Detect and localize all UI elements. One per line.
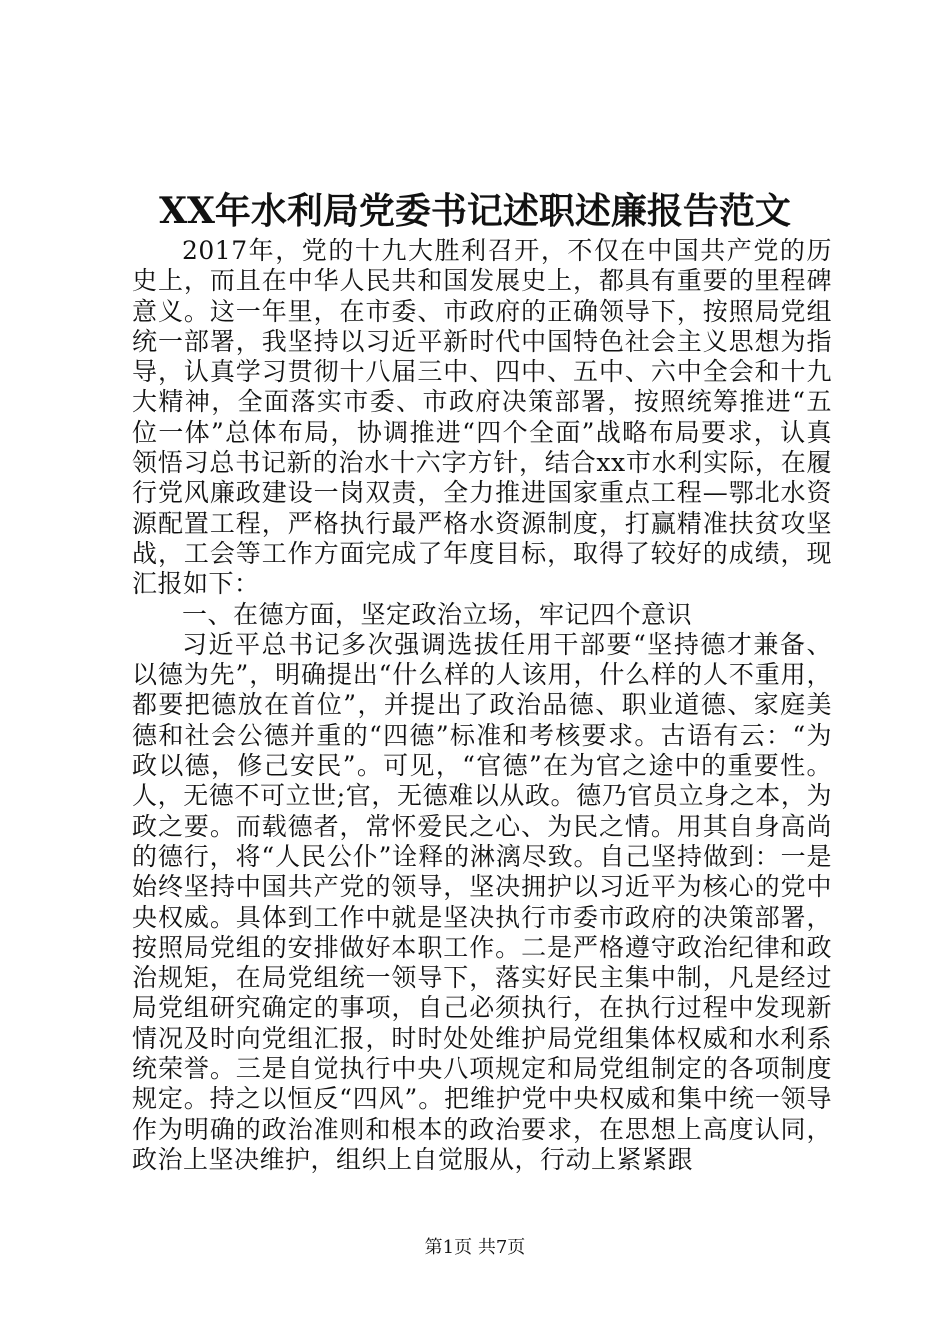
paragraph-intro: 2017年，党的十九大胜利召开，不仅在中国共产党的历史上，而且在中华人民共和国发展史上，都具有重要的里程碑意义。这一年里，在市委、市政府的正确领导下，按照局党组统一部署，我坚持以习近平新时代中国特色社会主义思想为指导，认真学习贯彻十八届三中、四中、五中、六中全会和十九大精神，全面落实市委、市政府决策部署，按照统筹推进“五位一体”总体布局，协调推进“四个全面”战略布局要求，认真领悟习总书记新的治水十六字方针，结合xx市水利实际，在履行党风廉政建设一岗双责，全力推进国家重点工程—鄂北水资源配置工程，严格执行最严格水资源制度，打赢精准扶贫攻坚战，工会等工作方面完成了年度目标，取得了较好的成绩，现汇报如下： (132, 236, 832, 599)
document-body (132, 236, 832, 1175)
paragraph-section-1: 习近平总书记多次强调选拔任用干部要“坚持德才兼备、以德为先”，明确提出“什么样的人该用，什么样的人不重用，都要把德放在首位”，并提出了政治品德、职业道德、家庭美德和社会公德并重的“四德”标准和考核要求。古语有云：“为政以德，修己安民”。可见，“官德”在为官之途中的重要性。人，无德不可立世;官，无德难以从政。德乃官员立身之本，为政之要。而载德者，常怀爱民之心、为民之情。用其自身高尚的德行，将“人民公仆”诠释的淋漓尽致。自己坚持做到：一是始终坚持中国共产党的领导，坚决拥护以习近平为核心的党中央权威。具体到工作中就是坚决执行市委市政府的决策部署，按照局党组的安排做好本职工作。二是严格遵守政治纪律和政治规矩，在局党组统一领导下，落实好民主集中制，凡是经过局党组研究确定的事项，自己必须执行，在执行过程中发现新情况及时向党组汇报，时时处处维护局党组集体权威和水利系统荣誉。三是自觉执行中央八项规定和局党组制定的各项制度规定。持之以恒反“四风”。把维护党中央权威和集中统一领导作为明确的政治准则和根本的政治要求，在思想上高度认同，政治上坚决维护，组织上自觉服从，行动上紧紧跟 (132, 629, 832, 1174)
document-title: XX年水利局党委书记述职述廉报告范文 (159, 190, 791, 232)
section-heading-1: 一、在德方面，坚定政治立场，牢记四个意识 (182, 599, 693, 629)
page-number-footer: 第1页 共7页 (424, 1237, 526, 1258)
